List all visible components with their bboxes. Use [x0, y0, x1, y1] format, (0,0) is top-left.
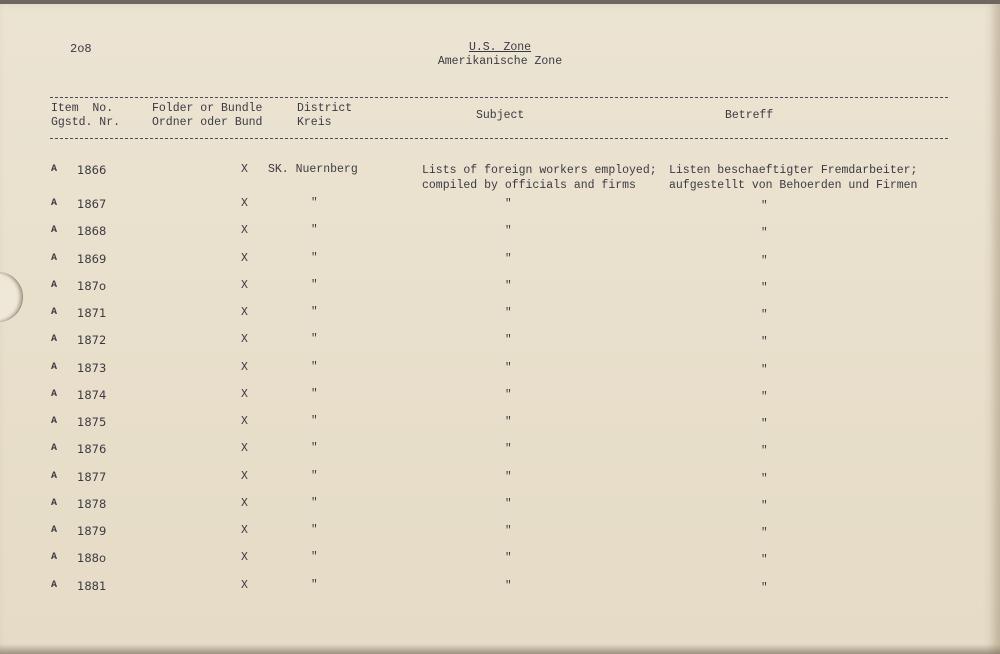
table-row — [0, 306, 1000, 333]
column-header-district — [297, 102, 352, 130]
betreff-ditto: " — [761, 363, 768, 376]
betreff-ditto: " — [761, 581, 768, 594]
table-row — [0, 524, 1000, 551]
item-letter: A — [51, 334, 58, 346]
page-header — [0, 41, 1000, 69]
item-letter: A — [51, 225, 58, 237]
item-number: 1871 — [77, 306, 107, 320]
district-ditto: " — [311, 197, 318, 209]
district-ditto: " — [311, 415, 318, 427]
item-letter: A — [51, 307, 58, 318]
item-number: 1879 — [77, 524, 107, 538]
column-header-item-de: Ggstd. Nr. — [51, 116, 121, 129]
folder-mark: X — [241, 551, 248, 565]
folder-mark: X — [241, 469, 248, 483]
zone-subtitle: Amerikanische Zone — [437, 55, 563, 68]
column-header-item — [51, 102, 120, 130]
folder-mark: X — [241, 387, 248, 401]
subject-ditto: " — [505, 470, 512, 483]
item-letter: A — [51, 388, 58, 400]
district-ditto: " — [311, 524, 318, 536]
folder-mark: X — [241, 251, 248, 265]
betreff-ditto: " — [761, 445, 768, 458]
subject-ditto: " — [505, 443, 512, 456]
subject-ditto: " — [505, 525, 512, 537]
item-letter: A — [51, 279, 58, 291]
table-row — [0, 470, 1000, 497]
item-number: 1866 — [77, 163, 107, 177]
subject-ditto: " — [505, 252, 512, 265]
subject-line-2: compiled by officials and firms — [422, 179, 636, 192]
item-number: 1867 — [77, 197, 107, 211]
betreff-line-1: Listen beschaeftigter Fremdarbeiter; — [669, 164, 918, 177]
betreff-ditto: " — [761, 418, 768, 430]
column-header-district-en: District — [297, 102, 353, 115]
folder-mark: X — [241, 360, 248, 374]
subject-ditto: " — [505, 579, 512, 592]
table-row — [0, 197, 1000, 224]
item-letter: A — [51, 525, 58, 536]
header-rule-top — [50, 97, 948, 98]
item-number: 1873 — [77, 360, 107, 375]
column-header-folder-en: Folder or Bundle — [152, 102, 263, 115]
item-letter: A — [51, 416, 58, 427]
district-ditto: " — [311, 551, 318, 564]
page-number: 2o8 — [70, 42, 92, 56]
item-letter: A — [51, 552, 58, 564]
table-row — [0, 163, 1000, 190]
item-letter: A — [51, 470, 58, 482]
item-letter: A — [51, 443, 58, 455]
header-rule-bottom — [50, 138, 948, 139]
subject-ditto: " — [505, 225, 512, 238]
table-row — [0, 333, 1000, 360]
betreff-ditto: " — [761, 336, 768, 349]
district-ditto: " — [311, 278, 318, 291]
subject-ditto: " — [505, 552, 512, 565]
district-ditto: " — [311, 578, 318, 591]
column-header-district-de: Kreis — [297, 116, 332, 129]
betreff-ditto: " — [761, 390, 768, 403]
betreff-ditto: " — [761, 499, 768, 512]
item-number: 1869 — [77, 251, 107, 266]
item-number: 1878 — [77, 496, 107, 511]
district-ditto: " — [311, 469, 318, 482]
table-row — [0, 279, 1000, 306]
betreff-ditto: " — [761, 200, 768, 212]
item-number: 1877 — [77, 469, 107, 484]
item-letter: A — [51, 579, 58, 591]
subject-ditto: " — [505, 388, 512, 401]
subject-ditto: " — [505, 307, 512, 319]
district-ditto: " — [311, 224, 318, 237]
betreff-text — [669, 163, 917, 193]
table-row — [0, 224, 1000, 251]
column-header-folder — [152, 102, 262, 130]
table-row — [0, 388, 1000, 415]
folder-mark: X — [241, 278, 248, 292]
subject-ditto: " — [505, 416, 512, 428]
item-number: 1874 — [77, 387, 107, 402]
subject-text — [422, 163, 657, 193]
betreff-ditto: " — [761, 554, 768, 567]
folder-mark: X — [241, 578, 248, 592]
item-number: 1875 — [77, 415, 107, 429]
district-ditto: " — [311, 442, 318, 455]
table-row — [0, 442, 1000, 469]
zone-title: U.S. Zone — [468, 41, 532, 54]
item-number: 188o — [77, 551, 106, 566]
subject-ditto: " — [505, 334, 512, 347]
district-ditto: " — [311, 360, 318, 373]
betreff-ditto: " — [761, 527, 768, 539]
column-header-subject: Subject — [476, 109, 525, 122]
district-ditto: " — [311, 251, 318, 264]
district-ditto: " — [311, 387, 318, 400]
item-number: 1868 — [77, 224, 107, 239]
folder-mark: X — [241, 197, 248, 210]
district-name: SK. Nuernberg — [268, 163, 358, 176]
betreff-ditto: " — [761, 254, 768, 267]
folder-mark: X — [241, 524, 248, 537]
item-number: 1872 — [77, 333, 107, 348]
column-header-folder-de: Ordner oder Bund — [152, 116, 263, 129]
table-row — [0, 415, 1000, 442]
betreff-ditto: " — [761, 227, 768, 240]
folder-mark: X — [241, 333, 248, 347]
item-letter: A — [51, 198, 58, 209]
item-letter: A — [51, 252, 58, 264]
table-row — [0, 579, 1000, 606]
item-number: 1876 — [77, 442, 107, 457]
district-ditto: " — [311, 333, 318, 346]
item-number: 187o — [77, 278, 106, 293]
district-ditto: " — [311, 496, 318, 509]
subject-ditto: " — [505, 279, 512, 292]
folder-mark: X — [241, 415, 248, 428]
betreff-line-2: aufgestellt von Behoerden und Firmen — [669, 179, 918, 192]
subject-ditto: " — [505, 361, 512, 374]
folder-mark: X — [241, 163, 248, 176]
item-letter: A — [51, 164, 58, 175]
item-letter: A — [51, 497, 58, 509]
column-header-item-en: Item No. — [51, 102, 114, 115]
subject-line-1: Lists of foreign workers employed; — [422, 164, 657, 177]
table-row — [0, 551, 1000, 578]
table-row — [0, 497, 1000, 524]
folder-mark: X — [241, 306, 248, 319]
betreff-ditto: " — [761, 309, 768, 321]
table-row — [0, 361, 1000, 388]
item-number: 1881 — [77, 578, 107, 593]
district-ditto: " — [311, 306, 318, 318]
betreff-ditto: " — [761, 472, 768, 485]
betreff-ditto: " — [761, 281, 768, 294]
folder-mark: X — [241, 224, 248, 238]
subject-ditto: " — [505, 198, 512, 210]
folder-mark: X — [241, 496, 248, 510]
folder-mark: X — [241, 442, 248, 456]
subject-ditto: " — [505, 497, 512, 510]
table-row — [0, 252, 1000, 279]
column-header-betreff: Betreff — [725, 109, 774, 122]
item-letter: A — [51, 361, 58, 373]
